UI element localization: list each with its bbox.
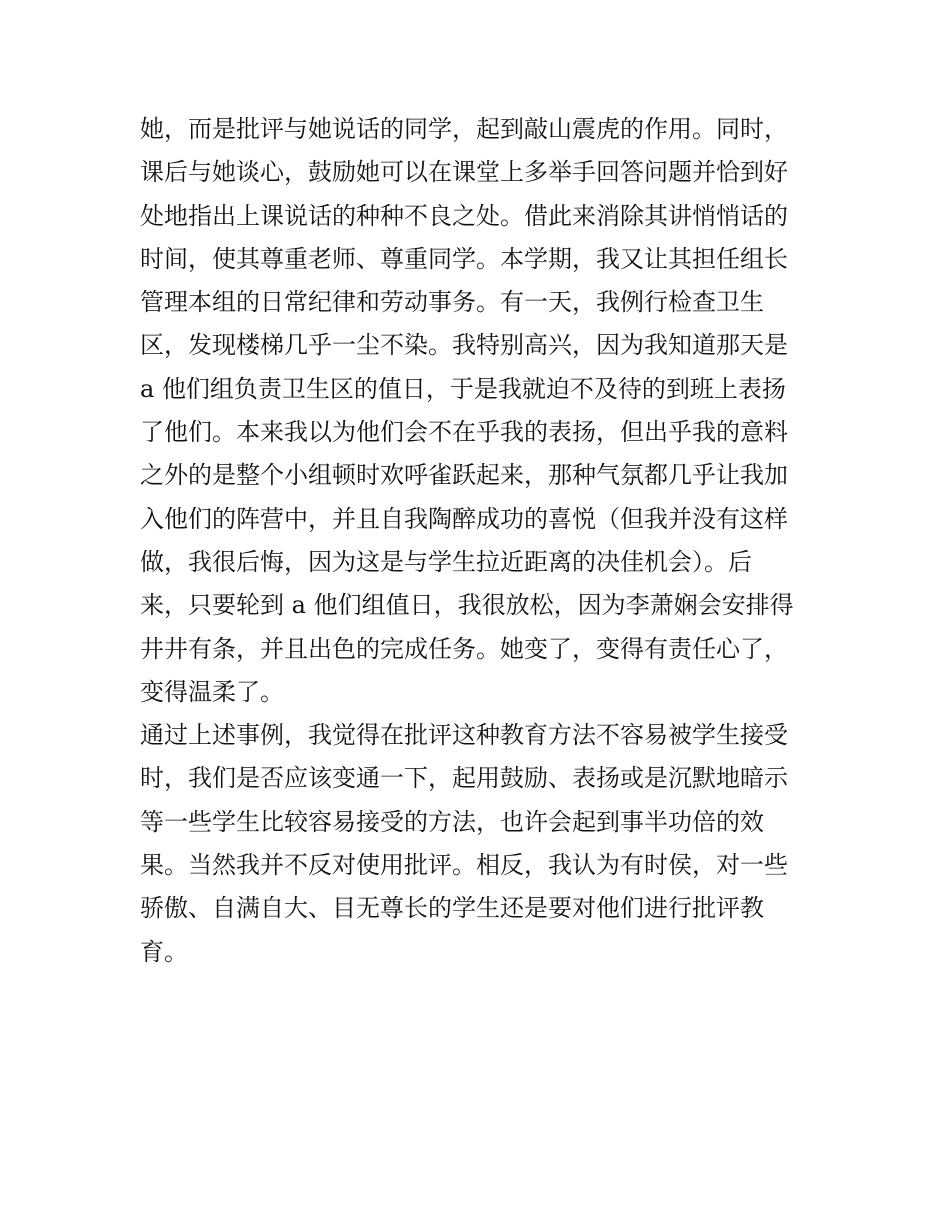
text-line: 她，而是批评与她说话的同学，起到敲山震虎的作用。同时，: [140, 115, 788, 143]
text-line: 变得温柔了。: [140, 677, 284, 706]
body-text: [140, 108, 816, 974]
text-line: 通过上述事例，我觉得在批评这种教育方法不容易被学生接受: [140, 721, 788, 750]
text-line: 时间，使其尊重老师、尊重同学。本学期，我又让其担任组长: [140, 244, 788, 273]
text-line: 果。当然我并不反对使用批评。相反，我认为有时侯，对一些: [140, 851, 788, 880]
text-line: 入他们的阵营中，并且自我陶醉成功的喜悦（但我并没有这样: [140, 504, 788, 533]
text-line: a 他们组负责卫生区的值日，于是我就迫不及待的到班上表扬: [140, 374, 786, 403]
text-line: 了他们。本来我以为他们会不在乎我的表扬，但出乎我的意料: [140, 418, 788, 447]
text-line: 育。: [140, 937, 188, 966]
text-line: 做，我很后悔，因为这是与学生拉近距离的决佳机会）。后: [140, 547, 752, 576]
text-line: 处地指出上课说话的种种不良之处。借此来消除其讲悄悄话的: [140, 201, 788, 230]
text-line: 之外的是整个小组顿时欢呼雀跃起来，那种气氛都几乎让我加: [140, 461, 788, 490]
text-line: 课后与她谈心，鼓励她可以在课堂上多举手回答问题并恰到好: [140, 158, 788, 187]
text-line: 区，发现楼梯几乎一尘不染。我特别高兴，因为我知道那天是: [140, 331, 788, 360]
text-line: 来，只要轮到 a 他们组值日，我很放松，因为李萧娴会安排得: [140, 591, 794, 620]
text-line: 时，我们是否应该变通一下，起用鼓励、表扬或是沉默地暗示: [140, 764, 788, 793]
text-line: 井井有条，并且出色的完成任务。她变了，变得有责任心了，: [140, 634, 788, 663]
text-line: 等一些学生比较容易接受的方法，也许会起到事半功倍的效: [140, 807, 764, 836]
text-line: 管理本组的日常纪律和劳动事务。有一天，我例行检查卫生: [140, 288, 764, 317]
text-line: 骄傲、自满自大、目无尊长的学生还是要对他们进行批评教: [140, 894, 764, 923]
